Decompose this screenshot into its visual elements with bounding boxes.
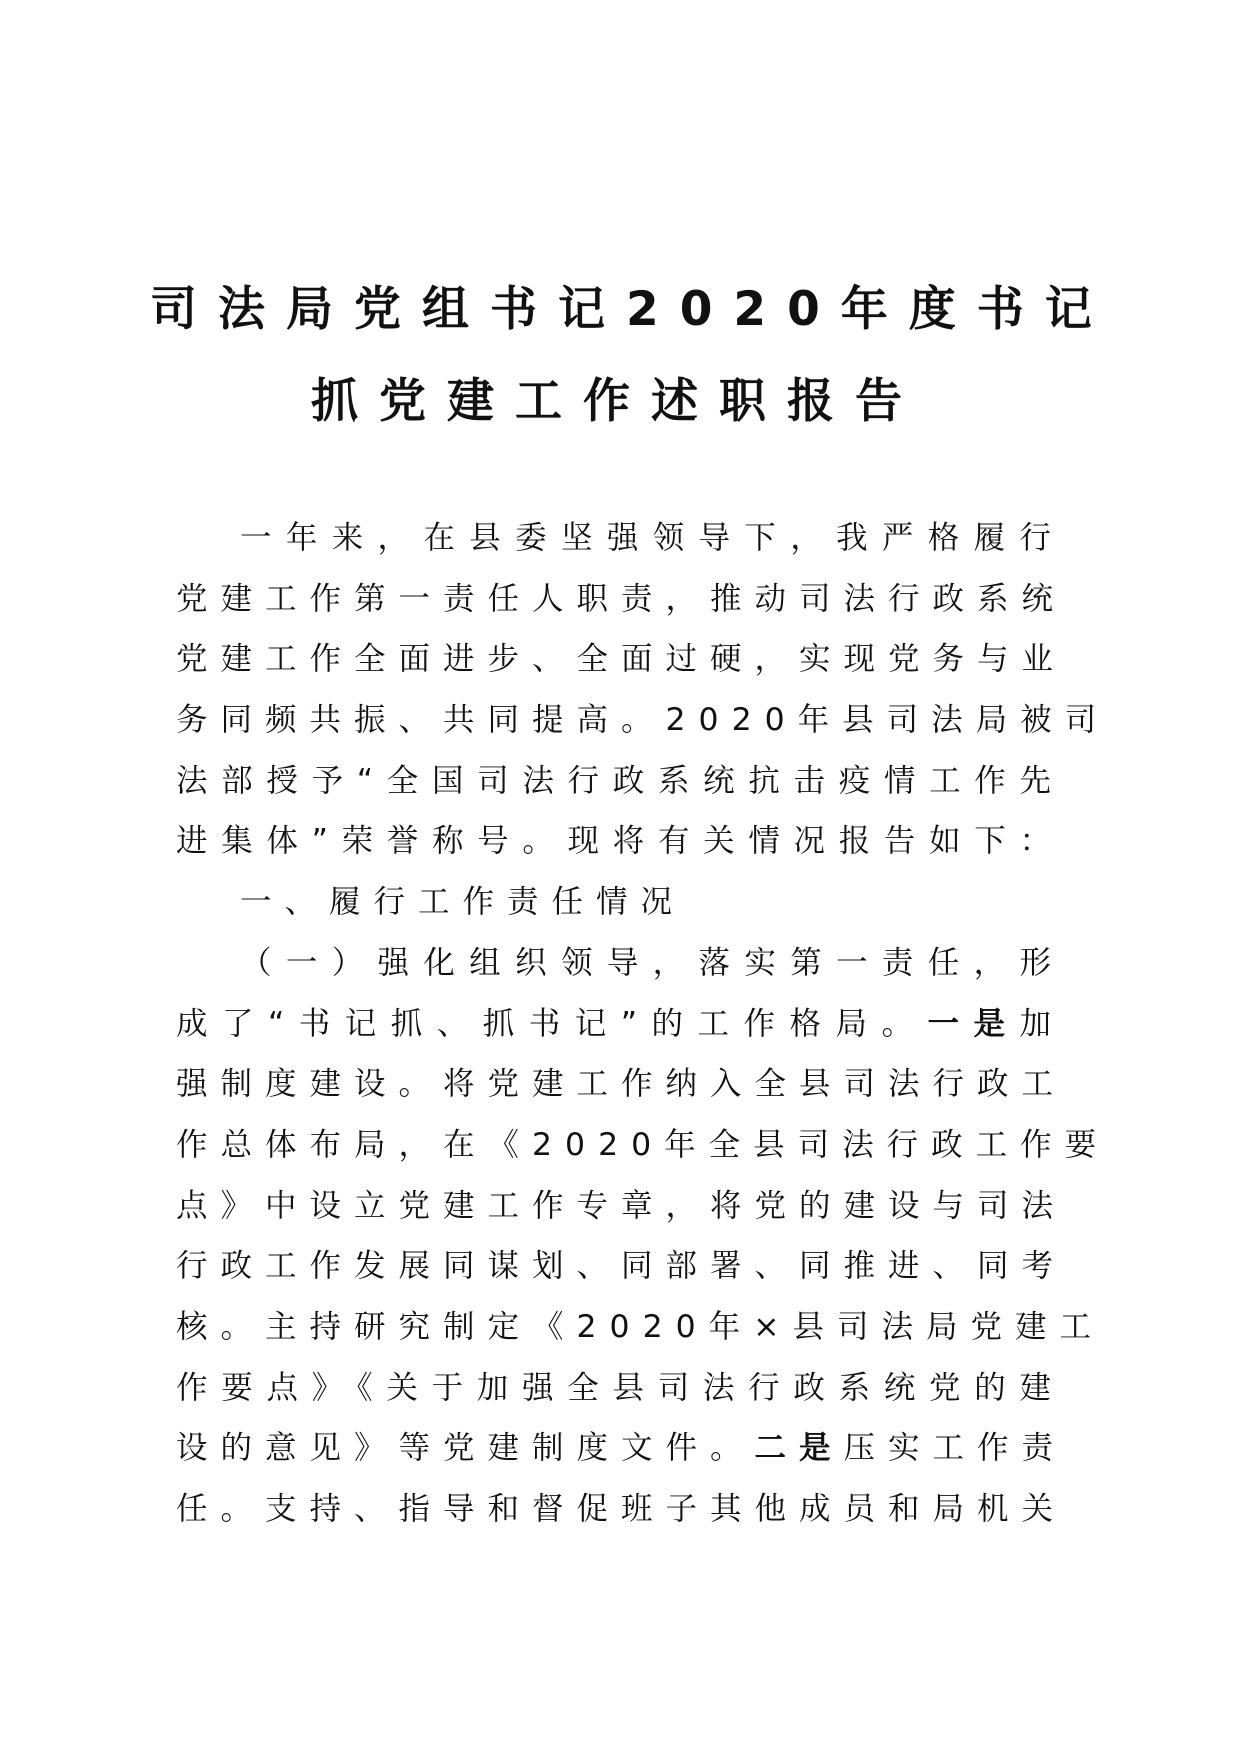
paragraph-line: 点》中设立党建工作专章，将党的建设与司法 — [176, 1187, 1067, 1224]
paragraph-text: 加 — [1019, 1005, 1064, 1042]
emphasis-text: 一是 — [927, 1005, 1020, 1042]
subsection-heading: （一）强化组织领导，落实第一责任，形 — [240, 944, 1064, 981]
paragraph-line: 行政工作发展同谋划、同部署、同推进、同考 — [176, 1248, 1067, 1285]
paragraph-text: 成了“书记抓、抓书记”的工作格局。 — [176, 1005, 928, 1042]
document-title-line-2: 抓党建工作述职报告 — [311, 374, 923, 429]
paragraph-line-mixed — [176, 1418, 1067, 1479]
paragraph-line: 党建工作第一责任人职责，推动司法行政系统 — [176, 580, 1067, 617]
section-heading: 一、履行工作责任情况 — [240, 884, 686, 921]
paragraph-line: 作总体布局，在《2020年全县司法行政工作要 — [176, 1126, 1110, 1163]
paragraph-line: 一年来，在县委坚强领导下，我严格履行 — [240, 520, 1064, 556]
paragraph-line: 作要点》《关于加强全县司法行政系统党的建 — [176, 1369, 1064, 1406]
paragraph-line: 法部授予“全国司法行政系统抗击疫情工作先 — [176, 762, 1064, 799]
paragraph-line-mixed — [176, 994, 1064, 1055]
paragraph-line: 务同频共振、共同提高。2020年县司法局被司 — [176, 702, 1110, 739]
paragraph-line: 进集体”荣誉称号。现将有关情况报告如下： — [176, 823, 1064, 860]
paragraph-line: 核。主持研究制定《2020年×县司法局党建工 — [176, 1308, 1105, 1345]
paragraph-text: 设的意见》等党建制度文件。 — [176, 1430, 755, 1467]
document-title-line-1: 司法局党组书记2020年度书记 — [150, 282, 1113, 337]
paragraph-line: 党建工作全面进步、全面过硬，实现党务与业 — [176, 641, 1067, 678]
document-body — [176, 508, 1110, 1540]
paragraph-text: 压实工作责 — [843, 1430, 1067, 1467]
emphasis-text: 二是 — [754, 1430, 844, 1467]
paragraph-line: 强制度建设。将党建工作纳入全县司法行政工 — [176, 1066, 1067, 1103]
paragraph-line: 任。支持、指导和督促班子其他成员和局机关 — [176, 1491, 1067, 1527]
